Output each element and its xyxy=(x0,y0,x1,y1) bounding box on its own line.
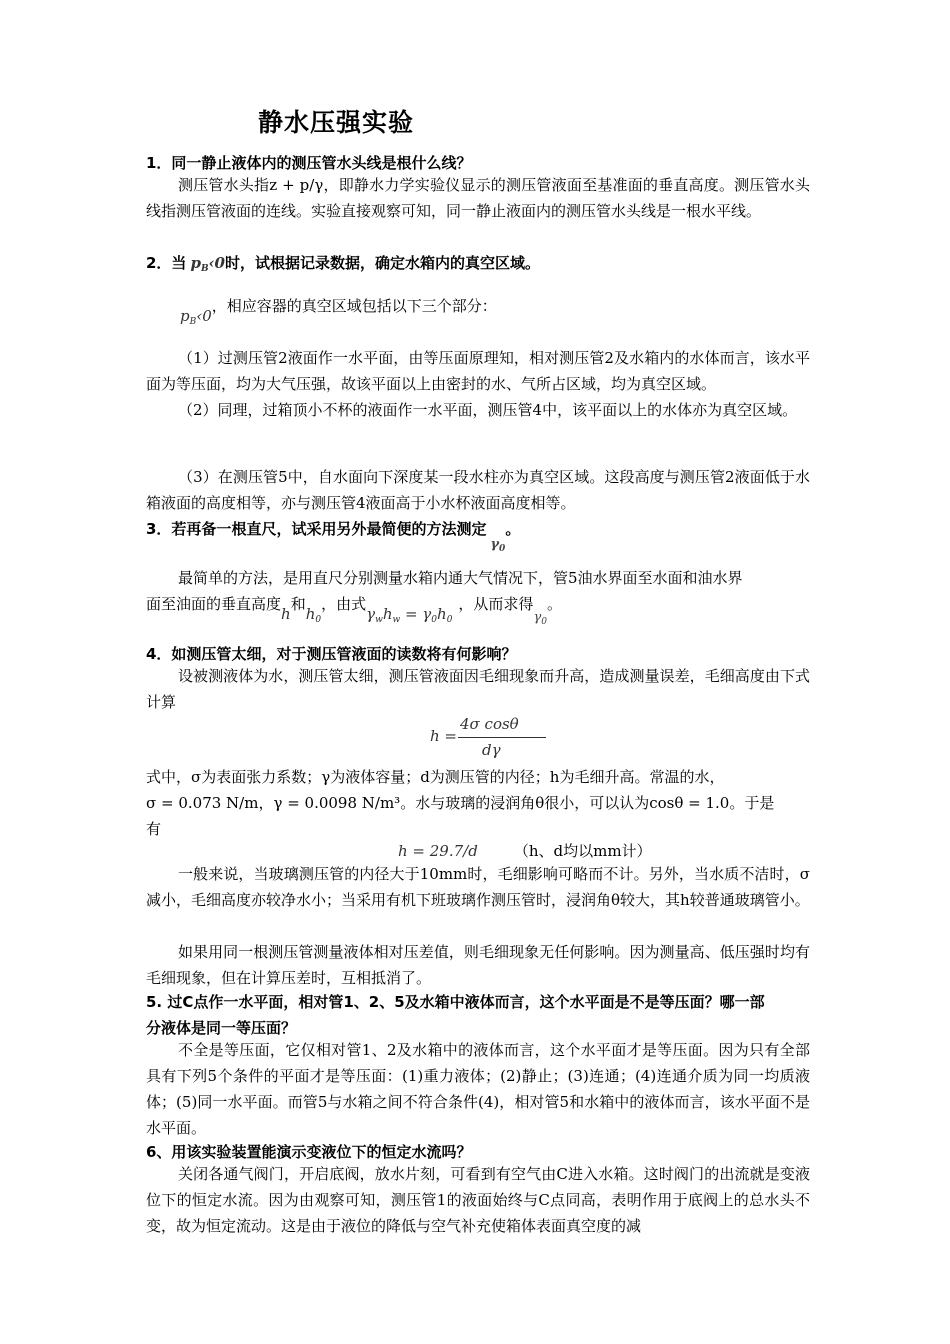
h0-symbol xyxy=(306,605,321,623)
question-2-item-1: （1）过测压管2液面作一水平面，由等压面原理知，相对测压管2及水箱内的水体而言，该水平面为等压面，均为大气压强，故该平面以上由密封的水、气所占区域，均为真空区域。 xyxy=(146,349,810,393)
question-4-para-1: 设被测液体为水，测压管太细，测压管液面因毛细现象而升高，造成测量误差，毛细高度由下式计算 xyxy=(146,667,810,711)
question-3-heading-end: 。 xyxy=(505,520,521,538)
result-note: （h、d均以mm计） xyxy=(513,842,652,860)
h0-h: h xyxy=(305,605,316,623)
eq-hw: h xyxy=(382,605,393,623)
question-5-heading-line-2: 分液体是同一等压面？ xyxy=(146,1019,297,1037)
question-5-heading-line-1: 5. 过C点作一水平面，相对管1、2、5及水箱中液体而言，这个水平面是不是等压面？哪一部 xyxy=(146,993,765,1011)
q3-and: 和 xyxy=(290,595,306,613)
gamma0-result xyxy=(533,610,547,625)
q3-text-b: ，由式 xyxy=(321,595,367,613)
formula-lhs: h = xyxy=(430,727,457,745)
eq-h0-sub: 0 xyxy=(446,615,453,625)
gamma0-result-g: γ xyxy=(533,610,542,625)
eq-hw-sub: w xyxy=(392,615,401,625)
pb-intro-symbol xyxy=(180,307,212,325)
question-4-para-3: 如果用同一根测压管测量液体相对压差值，则毛细现象无任何影响。因为测量高、低压强时均有毛细现象，但在计算压差时，互相抵消了。 xyxy=(146,943,810,987)
question-6-heading: 6、用该实验装置能演示变液位下的恒定水流吗？ xyxy=(146,1143,472,1161)
pb-tail: ‹0 xyxy=(208,254,225,272)
question-3-line-1: 最简单的方法，是用直尺分别测量水箱内通大气情况下，管5油水界面至水面和油水界 xyxy=(178,569,743,587)
result-formula: h = 29.7/d xyxy=(398,842,478,860)
question-4-result xyxy=(398,840,652,861)
question-4-variables: 式中，σ为表面张力系数；γ为液体容量；d为测压管的内径；h为毛细升高。常温的水， xyxy=(146,768,725,786)
question-2-heading xyxy=(146,252,540,274)
gamma0-symbol xyxy=(490,537,505,552)
h0-sub: 0 xyxy=(315,615,322,625)
eq-gw: γ xyxy=(366,605,376,623)
pb-p: p xyxy=(190,254,201,272)
eq-g0-sub: 0 xyxy=(431,615,438,625)
gamma0-sub: 0 xyxy=(499,544,506,554)
question-2-heading-prefix: 2．当 xyxy=(146,254,187,272)
q3-text-a: 面至油面的垂直高度 xyxy=(146,595,282,613)
pb-intro-text: ，相应容器的真空区域包括以下三个部分： xyxy=(211,297,497,315)
question-3-line-2 xyxy=(146,593,562,627)
h-symbol: h xyxy=(281,605,291,623)
question-2-item-3: （3）在测压管5中，自水面向下深度某一段水柱亦为真空区域。这段高度与测压管2液面低于水箱液面的高度相等，亦与测压管4液面高于小水杯液面高度相等。 xyxy=(146,468,810,512)
question-4-heading: 4．如测压管太细，对于测压管液面的读数将有何影响？ xyxy=(146,645,517,663)
q3-end: 。 xyxy=(546,595,562,613)
question-5-answer: 不全是等压面，它仅相对管1、2及水箱中的液体而言，这个水平面才是等压面。因为只有全部具有下列5个条件的平面才是等压面：(1)重力液体；(2)静止；(3)连通；(4)连通介质为同一均质液体；(5)同一水平面。而管5与水箱之间不符合条件(4)，相对管5和水箱中的液体而言，该水平面不是水平面。 xyxy=(146,1041,810,1137)
question-2-intro xyxy=(180,297,497,327)
equation-gamma-w xyxy=(366,605,452,623)
question-4-values: σ = 0.073 N/m，γ = 0.0098 N/m³。水与玻璃的浸润角θ很小，可以认为cosθ = 1.0。于是 xyxy=(146,794,775,812)
question-4-para-2: 一般来说，当玻璃测压管的内径大于10mm时，毛细影响可略而不计。另外，当水质不洁时，σ减小，毛细高度亦较净水小；当采用有机下班玻璃作测压管时，浸润角θ较大，其h较普通玻璃管小。 xyxy=(146,865,810,909)
question-6-answer: 关闭各通气阀门，开启底阀，放水片刻，可看到有空气由C进入水箱。这时阀门的出流就是变液位下的恒定水流。因为由观察可知，测压管1的液面始终与C点同高，表明作用于底阀上的总水头不变，故为恒定流动。这是由于液位的降低与空气补充使箱体表面真空度的减 xyxy=(146,1165,810,1235)
question-4-you: 有 xyxy=(146,820,162,838)
question-1-answer: 测压管水头指z + p/γ，即静水力学实验仪显示的测压管液面至基准面的垂直高度。测压管水头线指测压管液面的连线。实验直接观察可知，同一静止液面内的测压管水头线是一根水平线。 xyxy=(146,176,810,220)
document-title: 静水压强实验 xyxy=(258,108,415,137)
question-2-item-2: （2）同理，过箱顶小不杯的液面作一水平面，测压管4中，该平面以上的水体亦为真空区域。 xyxy=(178,401,798,419)
fraction-bar xyxy=(458,737,546,738)
gamma0-result-sub: 0 xyxy=(541,617,547,627)
question-3-heading-text: 3．若再备一根直尺，试采用另外最简便的方法测定 xyxy=(146,520,487,538)
pb-intro-sub: B xyxy=(189,317,197,327)
question-2-heading-suffix: 时，试根据记录数据，确定水箱内的真空区域。 xyxy=(224,254,540,272)
question-1-heading: 1．同一静止液体内的测压管水头线是根什么线？ xyxy=(146,154,472,172)
q3-text-c: ，从而求得 xyxy=(458,595,534,613)
eq-gw-sub: w xyxy=(375,615,383,625)
pb-symbol xyxy=(190,254,225,272)
eq-g0: = γ xyxy=(400,605,432,623)
eq-h0: h xyxy=(437,605,447,623)
pb-intro-p: p xyxy=(180,307,190,325)
gamma0-g: γ xyxy=(490,537,500,552)
pb-intro-tail: ‹0 xyxy=(196,307,212,325)
formula-denominator: dγ xyxy=(482,741,501,759)
formula-numerator: 4σ cosθ xyxy=(460,715,519,733)
question-3-heading xyxy=(146,518,521,554)
pb-sub: B xyxy=(200,264,209,274)
